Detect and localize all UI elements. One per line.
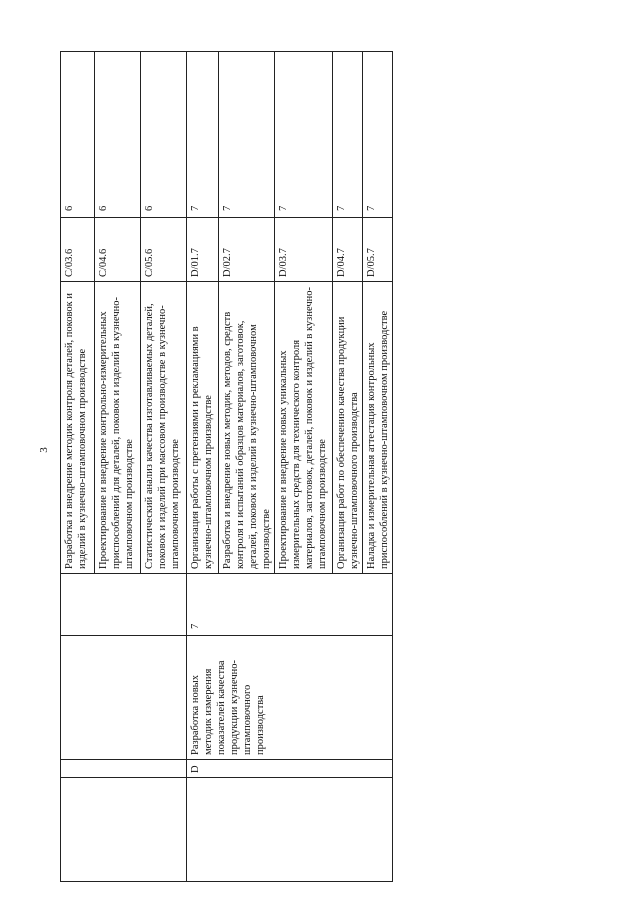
table-row bbox=[187, 52, 219, 882]
empty-cell bbox=[61, 636, 187, 760]
qualification-level-cell: 7 bbox=[187, 52, 219, 218]
labor-function-cell: Статистический анализ качества изготавливаемых деталей, поковок и изделий при массовом производстве в кузнечно-штамповочном производстве bbox=[141, 282, 187, 574]
generalized-function-level-cell: 7 bbox=[187, 574, 393, 636]
function-code-cell: D/01.7 bbox=[187, 218, 219, 282]
qualification-level-cell: 6 bbox=[95, 52, 141, 218]
function-code-cell: C/03.6 bbox=[61, 218, 95, 282]
qualification-level-cell: 6 bbox=[61, 52, 95, 218]
qualification-level-cell: 7 bbox=[219, 52, 275, 218]
empty-cell bbox=[187, 778, 393, 882]
function-code-cell: D/03.7 bbox=[275, 218, 333, 282]
empty-cell bbox=[61, 574, 187, 636]
qualification-level-cell: 7 bbox=[363, 52, 393, 218]
labor-function-cell: Разработка и внедрение новых методик, методов, средств контроля и испытаний образцов материалов, заготовок, деталей, поковок и изделий в кузнечно-штамповочном производстве bbox=[219, 282, 275, 574]
labor-function-cell: Проектирование и внедрение новых уникальных измерительных средств для технического контроля материалов, заготовок, деталей, поковок и изделий в кузнечно-штамповочном производстве bbox=[275, 282, 333, 574]
function-code-cell: D/02.7 bbox=[219, 218, 275, 282]
table-row bbox=[61, 52, 95, 882]
labor-function-cell: Организация работ по обеспечению качества продукции кузнечно-штамповочного производства bbox=[333, 282, 363, 574]
empty-cell bbox=[61, 778, 187, 882]
labor-function-cell: Организация работы с претензиями и рекламациями в кузнечно-штамповочном производстве bbox=[187, 282, 219, 574]
labor-function-cell: Наладка и измерительная аттестация контрольных приспособлений в кузнечно-штамповочном производстве bbox=[363, 282, 393, 574]
empty-cell bbox=[61, 760, 187, 778]
generalized-function-code-cell: D bbox=[187, 760, 393, 778]
labor-function-cell: Разработка и внедрение методик контроля деталей, поковок и изделий в кузнечно-штамповочном производстве bbox=[61, 282, 95, 574]
function-code-cell: C/05.6 bbox=[141, 218, 187, 282]
qualification-functions-table bbox=[60, 51, 393, 882]
qualification-level-cell: 7 bbox=[275, 52, 333, 218]
qualification-level-cell: 6 bbox=[141, 52, 187, 218]
function-code-cell: D/04.7 bbox=[333, 218, 363, 282]
qualification-level-cell: 7 bbox=[333, 52, 363, 218]
function-code-cell: C/04.6 bbox=[95, 218, 141, 282]
rotated-table-container bbox=[60, 52, 390, 882]
page-number: 3 bbox=[38, 447, 50, 453]
generalized-function-name-cell: Разработка новых методик измерения показателей качества продукции кузнечно-штамповочного производства bbox=[187, 636, 393, 760]
function-code-cell: D/05.7 bbox=[363, 218, 393, 282]
table-rotation-frame bbox=[60, 52, 390, 882]
labor-function-cell: Проектирование и внедрение контрольно-измерительных приспособлений для деталей, поковок и изделий в кузнечно-штамповочном производстве bbox=[95, 282, 141, 574]
